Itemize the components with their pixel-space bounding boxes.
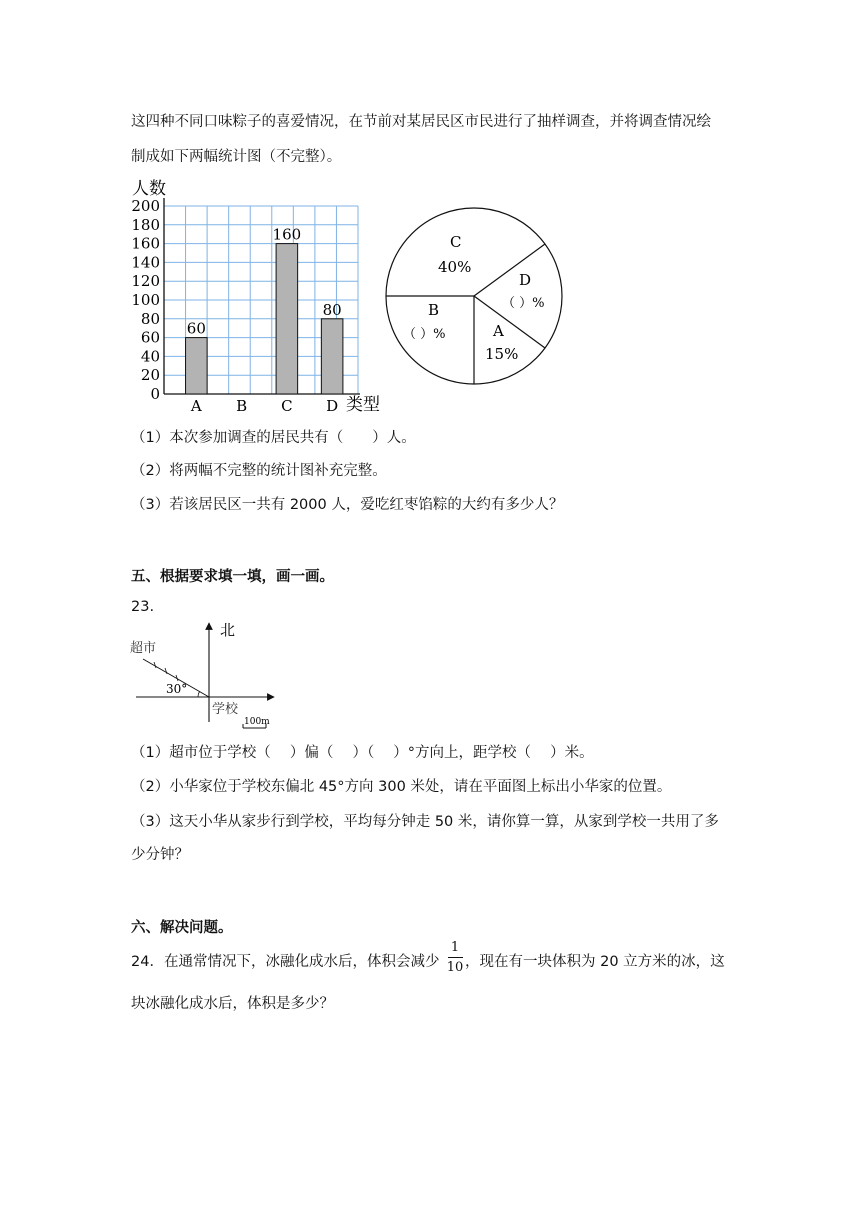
y-tick-label: 60	[140, 328, 160, 347]
y-tick-label: 80	[140, 309, 160, 328]
q22-item-3: （3）若该居民区一共有 2000 人，爱吃红枣馅粽的大约有多少人？	[131, 497, 564, 513]
x-tick-label: C	[281, 397, 293, 415]
q23-item-2: （2）小华家位于学校东偏北 45°方向 300 米处，请在平面图上标出小华家的位置。	[131, 779, 672, 795]
intro-line-2: 制成如下两幅统计图（不完整）。	[131, 149, 342, 165]
y-tick-label: 160	[131, 234, 160, 253]
pie-label-a: A	[493, 322, 504, 340]
y-tick-label: 140	[131, 253, 160, 272]
compass-figure	[126, 618, 286, 732]
q22-item-2: （2）将两幅不完整的统计图补充完整。	[131, 463, 387, 479]
pie-chart	[380, 205, 570, 395]
x-tick-label: B	[236, 397, 248, 415]
bar-C	[276, 244, 298, 394]
q23-item-1: （1）超市位于学校（ ）偏（ ）（ ）°方向上，距学校（ ）米。	[131, 745, 594, 761]
pie-divider-c-d	[474, 244, 545, 296]
y-tick-label: 40	[140, 347, 160, 366]
x-tick-label: D	[326, 397, 339, 415]
y-tick-label: 20	[140, 366, 160, 385]
q24-line-2: 块冰融化成水后，体积是多少？	[131, 996, 334, 1012]
y-axis-label: 人数	[132, 179, 166, 199]
bar-D	[321, 319, 343, 394]
y-tick-label: 200	[131, 197, 160, 215]
x-axis-label: 类型	[346, 395, 380, 415]
section-6-heading: 六、解决问题。	[131, 920, 233, 936]
scale-label: 100m	[244, 717, 270, 727]
y-tick-label: 100	[131, 291, 160, 309]
q22-item-1: （1）本次参加调查的居民共有（ ）人。	[131, 430, 416, 446]
angle-arc	[198, 692, 200, 698]
pie-pct-d: （ ）%	[502, 296, 545, 311]
pie-pct-c: 40%	[438, 258, 472, 276]
bar-value-label: 60	[186, 319, 206, 338]
pie-label-c: C	[450, 233, 462, 251]
fraction-bar	[448, 957, 463, 958]
q24-line-1-before: 24．在通常情况下，冰融化成水后，体积会减少	[131, 954, 440, 970]
bar-chart	[120, 172, 385, 418]
q23-item-3: （3）这天小华从家步行到学校，平均每分钟走 50 米，请你算一算，从家到学校一共用了多	[131, 814, 719, 830]
x-tick-label: A	[190, 397, 202, 415]
bar-value-label: 160	[272, 225, 302, 244]
pie-pct-a: 15%	[485, 345, 519, 363]
q24-line-1-after: ，现在有一块体积为 20 立方米的冰，这	[465, 954, 725, 970]
pie-label-b: B	[428, 301, 440, 319]
bar-A	[186, 338, 208, 394]
bar-value-label: 80	[322, 300, 342, 319]
pie-label-d: D	[519, 271, 532, 289]
market-label: 超市	[130, 641, 157, 656]
pie-pct-b: （ ）%	[403, 327, 446, 342]
intro-line-1: 这四种不同口味粽子的喜爱情况，在节前对某居民区市民进行了抽样调查，并将调查情况绘	[131, 114, 711, 130]
y-tick-label: 180	[131, 215, 160, 234]
north-label: 北	[220, 621, 236, 639]
section-5-heading: 五、根据要求填一填，画一画。	[131, 569, 334, 585]
fraction-denominator: 10	[446, 960, 464, 975]
angle-label: 30°	[166, 682, 188, 696]
q23-number: 23.	[131, 599, 155, 615]
q23-item-3-cont: 少分钟？	[131, 847, 189, 863]
market-tick-2	[165, 668, 167, 674]
school-label: 学校	[212, 702, 239, 717]
y-tick-label: 0	[150, 385, 160, 403]
y-tick-label: 120	[131, 272, 160, 291]
fraction-numerator: 1	[450, 940, 460, 955]
